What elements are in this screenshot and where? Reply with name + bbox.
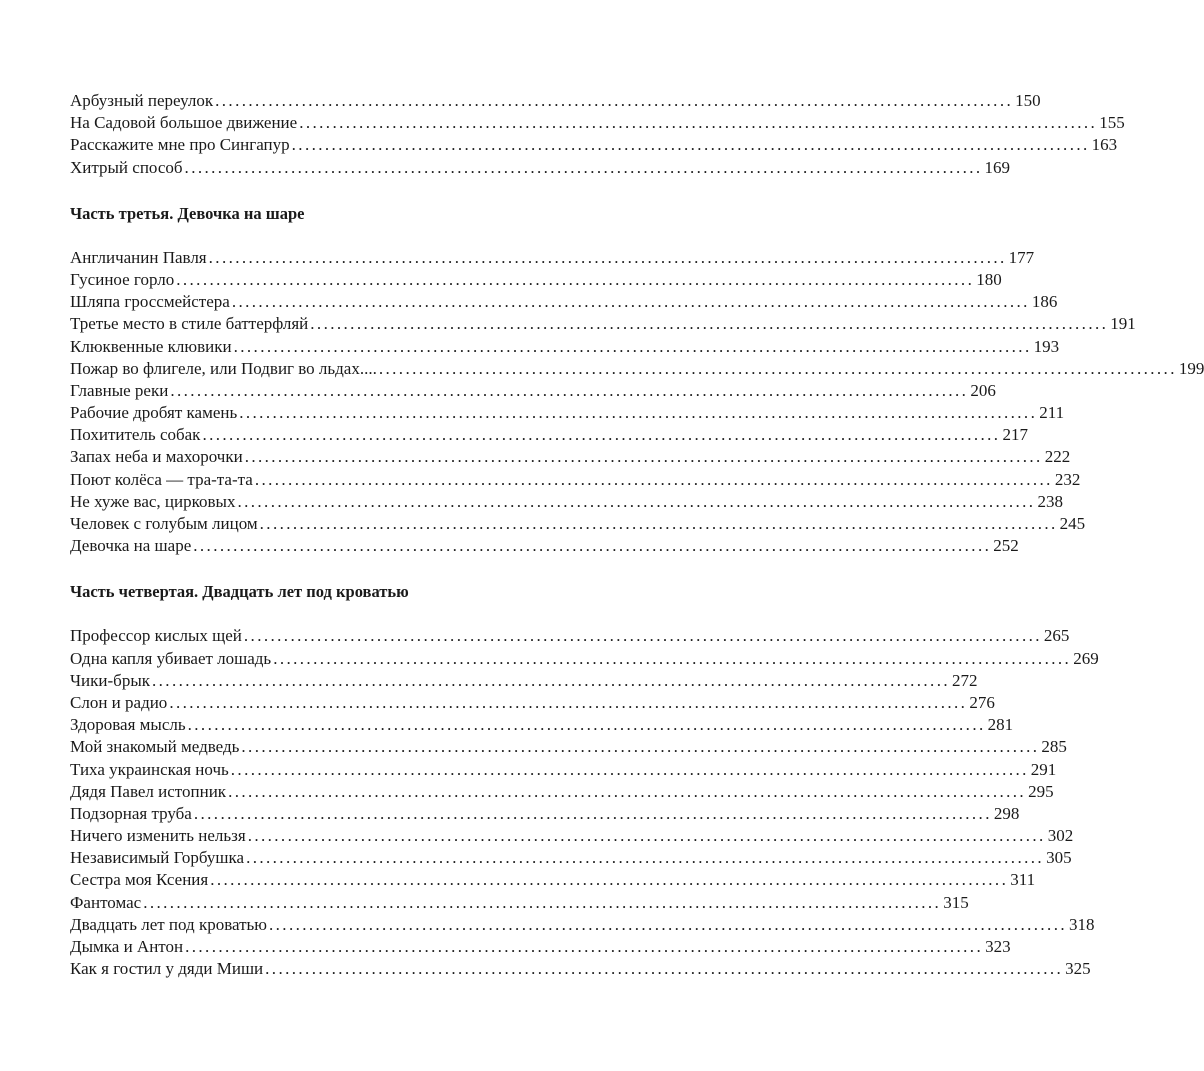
- toc-entry-title: Запах неба и махорочки: [70, 447, 243, 467]
- toc-entry-title: Фантомас: [70, 892, 142, 912]
- toc-entry-page-number: 291: [1030, 759, 1057, 779]
- toc-entry-title: Дядя Павел истопник: [70, 781, 227, 801]
- dot-leader: ........................................................................................................................: [176, 269, 975, 289]
- toc-entry-title: Хитрый способ: [70, 157, 183, 177]
- dot-leader: ........................................................................................................................: [210, 870, 1009, 890]
- toc-entry: [70, 157, 1011, 179]
- toc-group-1: [70, 90, 1125, 179]
- dot-leader: ........................................................................................................................: [291, 135, 1090, 155]
- toc-entry-title: Тиха украинская ночь: [70, 759, 229, 779]
- dot-leader: ........................................................................................................................: [187, 715, 986, 735]
- toc-entry-title: Здоровая мысль: [70, 715, 186, 735]
- toc-entry-title: Пожар во флигеле, или Подвиг во льдах....: [70, 358, 377, 378]
- toc-entry: [70, 513, 1086, 535]
- toc-entry-page-number: 245: [1059, 514, 1086, 533]
- toc-entry-title: Клюквенные клювики: [70, 336, 232, 356]
- dot-leader: ........................................................................................................................: [233, 336, 1032, 356]
- toc-entry: [70, 313, 1136, 335]
- dot-leader: ........................................................................................................................: [241, 737, 1040, 757]
- toc-entry: [70, 134, 1118, 156]
- toc-entry: [70, 402, 1065, 424]
- toc-entry-title: Двадцать лет под кроватью: [70, 914, 267, 934]
- toc-entry-title: Как я гостил у дяди Миши: [70, 959, 264, 979]
- toc-entry-page-number: 295: [1028, 781, 1054, 801]
- toc-entry-title: Поют колёса — тра-та-та: [70, 469, 253, 489]
- toc-entry: [70, 803, 1020, 825]
- toc-entry-page-number: 325: [1065, 959, 1091, 979]
- toc-entry: [70, 380, 996, 402]
- dot-leader: ........................................................................................................................: [193, 536, 992, 556]
- toc-entry-title: Подзорная труба: [70, 803, 192, 823]
- toc-entry-page-number: 238: [1037, 491, 1063, 511]
- toc-entry-page-number: 311: [1010, 870, 1036, 890]
- dot-leader: ........................................................................................................................: [299, 113, 1098, 133]
- dot-leader: ........................................................................................................................: [247, 826, 1046, 846]
- toc-entry: [70, 90, 1041, 112]
- toc-entry-page-number: 222: [1044, 447, 1071, 467]
- toc-entry: [70, 759, 1057, 781]
- toc-entry: [70, 714, 1014, 736]
- toc-entry: [70, 446, 1071, 468]
- dot-leader: ........................................................................................................................: [230, 759, 1029, 779]
- toc-entry-page-number: 315: [943, 892, 969, 912]
- toc-entry: [70, 936, 1011, 958]
- dot-leader: ........................................................................................................................: [244, 447, 1043, 467]
- toc-entry-page-number: 180: [976, 269, 1002, 289]
- toc-entry-page-number: 217: [1002, 425, 1028, 445]
- toc-entry-title: Ничего изменить нельзя: [70, 826, 246, 846]
- toc-entry: [70, 781, 1054, 803]
- toc-entry-page-number: 318: [1069, 914, 1095, 934]
- toc-entry: [70, 670, 978, 692]
- toc-entry: [70, 491, 1063, 513]
- toc-entry-title: Англичанин Павля: [70, 247, 207, 267]
- dot-leader: ........................................................................................................................: [170, 380, 969, 400]
- part-four-heading: Часть четвертая. Двадцать лет под кроватью: [70, 582, 409, 602]
- toc-entry: [70, 247, 1035, 269]
- toc-entry: [70, 424, 1028, 446]
- toc-entry: [70, 358, 1204, 380]
- toc-entry-page-number: 211: [1039, 403, 1065, 423]
- toc-entry-title: Дымка и Антон: [70, 937, 184, 956]
- dot-leader: ........................................................................................................................: [265, 959, 1064, 979]
- dot-leader: ........................................................................................................................: [152, 670, 950, 690]
- dot-leader: ........................................................................................................................: [215, 91, 1014, 110]
- dot-leader: ........................................................................................................................: [259, 514, 1058, 533]
- toc-entry-page-number: 155: [1099, 113, 1125, 133]
- toc-entry-title: Профессор кислых щей: [70, 626, 242, 646]
- toc-entry: [70, 958, 1091, 980]
- toc-entry-title: Одна капля убивает лошадь: [70, 648, 272, 668]
- toc-entry-title: Похититель собак: [70, 425, 201, 445]
- toc-entry-title: Рабочие дробят камень: [70, 403, 238, 423]
- dot-leader: ........................................................................................................................: [169, 692, 968, 712]
- toc-entry: [70, 291, 1058, 313]
- toc-entry-title: На Садовой большое движение: [70, 113, 298, 133]
- toc-entry-title: Гусиное горло: [70, 269, 175, 289]
- toc-entry-title: Расскажите мне про Сингапур: [70, 135, 290, 155]
- toc-entry: [70, 914, 1095, 936]
- toc-entry-page-number: 206: [970, 380, 996, 400]
- toc-entry-title: Девочка на шаре: [70, 536, 192, 556]
- toc-entry-page-number: 272: [952, 670, 978, 690]
- dot-leader: ........................................................................................................................: [143, 892, 942, 912]
- toc-entry: [70, 892, 969, 914]
- toc-entry-title: Чики-брык: [70, 670, 150, 690]
- toc-entry: [70, 269, 1002, 291]
- toc-entry-title: Слон и радио: [70, 692, 168, 712]
- table-of-contents: [70, 90, 1204, 980]
- dot-leader: ........................................................................................................................: [184, 157, 983, 177]
- toc-entry-title: Не хуже вас, цирковых: [70, 491, 236, 511]
- dot-leader: ........................................................................................................................: [310, 314, 1109, 334]
- toc-entry-page-number: 191: [1110, 314, 1136, 334]
- dot-leader: ........................................................................................................................: [243, 626, 1042, 646]
- dot-leader: ........................................................................................................................: [239, 403, 1038, 423]
- toc-entry-page-number: 265: [1043, 626, 1070, 646]
- toc-entry-page-number: 281: [987, 715, 1014, 735]
- toc-entry-page-number: 150: [1015, 91, 1041, 110]
- dot-leader: ........................................................................................................................: [208, 247, 1007, 267]
- dot-leader: ........................................................................................................................: [228, 781, 1027, 801]
- toc-entry: [70, 847, 1072, 869]
- toc-entry-title: Третье место в стиле баттерфляй: [70, 314, 309, 334]
- toc-entry-page-number: 169: [984, 157, 1011, 177]
- dot-leader: ........................................................................................................................: [269, 914, 1067, 934]
- dot-leader: ........................................................................................................................: [378, 358, 1177, 378]
- toc-entry-page-number: 298: [993, 803, 1020, 823]
- dot-leader: ........................................................................................................................: [273, 648, 1072, 668]
- toc-entry-title: Шляпа гроссмейстера: [70, 292, 230, 312]
- toc-entry-page-number: 193: [1033, 336, 1060, 356]
- toc-entry: [70, 736, 1067, 758]
- dot-leader: ........................................................................................................................: [231, 292, 1030, 312]
- dot-leader: ........................................................................................................................: [237, 491, 1036, 511]
- toc-entry-title: Главные реки: [70, 380, 169, 400]
- toc-entry-title: Независимый Горбушка: [70, 848, 245, 868]
- dot-leader: ........................................................................................................................: [193, 803, 992, 823]
- toc-part-four: [70, 625, 1099, 980]
- toc-entry-page-number: 305: [1046, 848, 1072, 868]
- dot-leader: ........................................................................................................................: [246, 848, 1045, 868]
- toc-entry-page-number: 199: [1178, 358, 1204, 378]
- toc-entry-page-number: 163: [1091, 135, 1118, 155]
- toc-entry-page-number: 323: [985, 937, 1011, 956]
- toc-entry-title: Человек с голубым лицом: [70, 514, 258, 533]
- toc-entry: [70, 869, 1036, 891]
- dot-leader: ........................................................................................................................: [254, 469, 1053, 489]
- toc-entry: [70, 625, 1070, 647]
- toc-part-three: [70, 247, 1204, 558]
- toc-entry-page-number: 252: [993, 536, 1019, 556]
- toc-entry-page-number: 285: [1041, 737, 1067, 757]
- toc-entry: [70, 692, 995, 714]
- toc-entry: [70, 535, 1019, 557]
- toc-entry-page-number: 177: [1008, 247, 1035, 267]
- dot-leader: ........................................................................................................................: [185, 937, 984, 956]
- toc-entry: [70, 469, 1081, 491]
- toc-entry: [70, 825, 1074, 847]
- toc-entry: [70, 648, 1099, 670]
- toc-entry-page-number: 302: [1047, 826, 1074, 846]
- toc-entry-page-number: 232: [1054, 469, 1081, 489]
- toc-entry-page-number: 186: [1031, 292, 1058, 312]
- toc-entry-page-number: 269: [1073, 648, 1099, 668]
- toc-entry-title: Мой знакомый медведь: [70, 737, 240, 757]
- toc-entry-page-number: 276: [969, 692, 995, 712]
- dot-leader: ........................................................................................................................: [202, 425, 1001, 445]
- part-three-heading: Часть третья. Девочка на шаре: [70, 203, 305, 223]
- toc-entry: [70, 112, 1125, 134]
- toc-entry-title: Сестра моя Ксения: [70, 870, 209, 890]
- toc-entry: [70, 336, 1060, 358]
- toc-entry-title: Арбузный переулок: [70, 91, 214, 110]
